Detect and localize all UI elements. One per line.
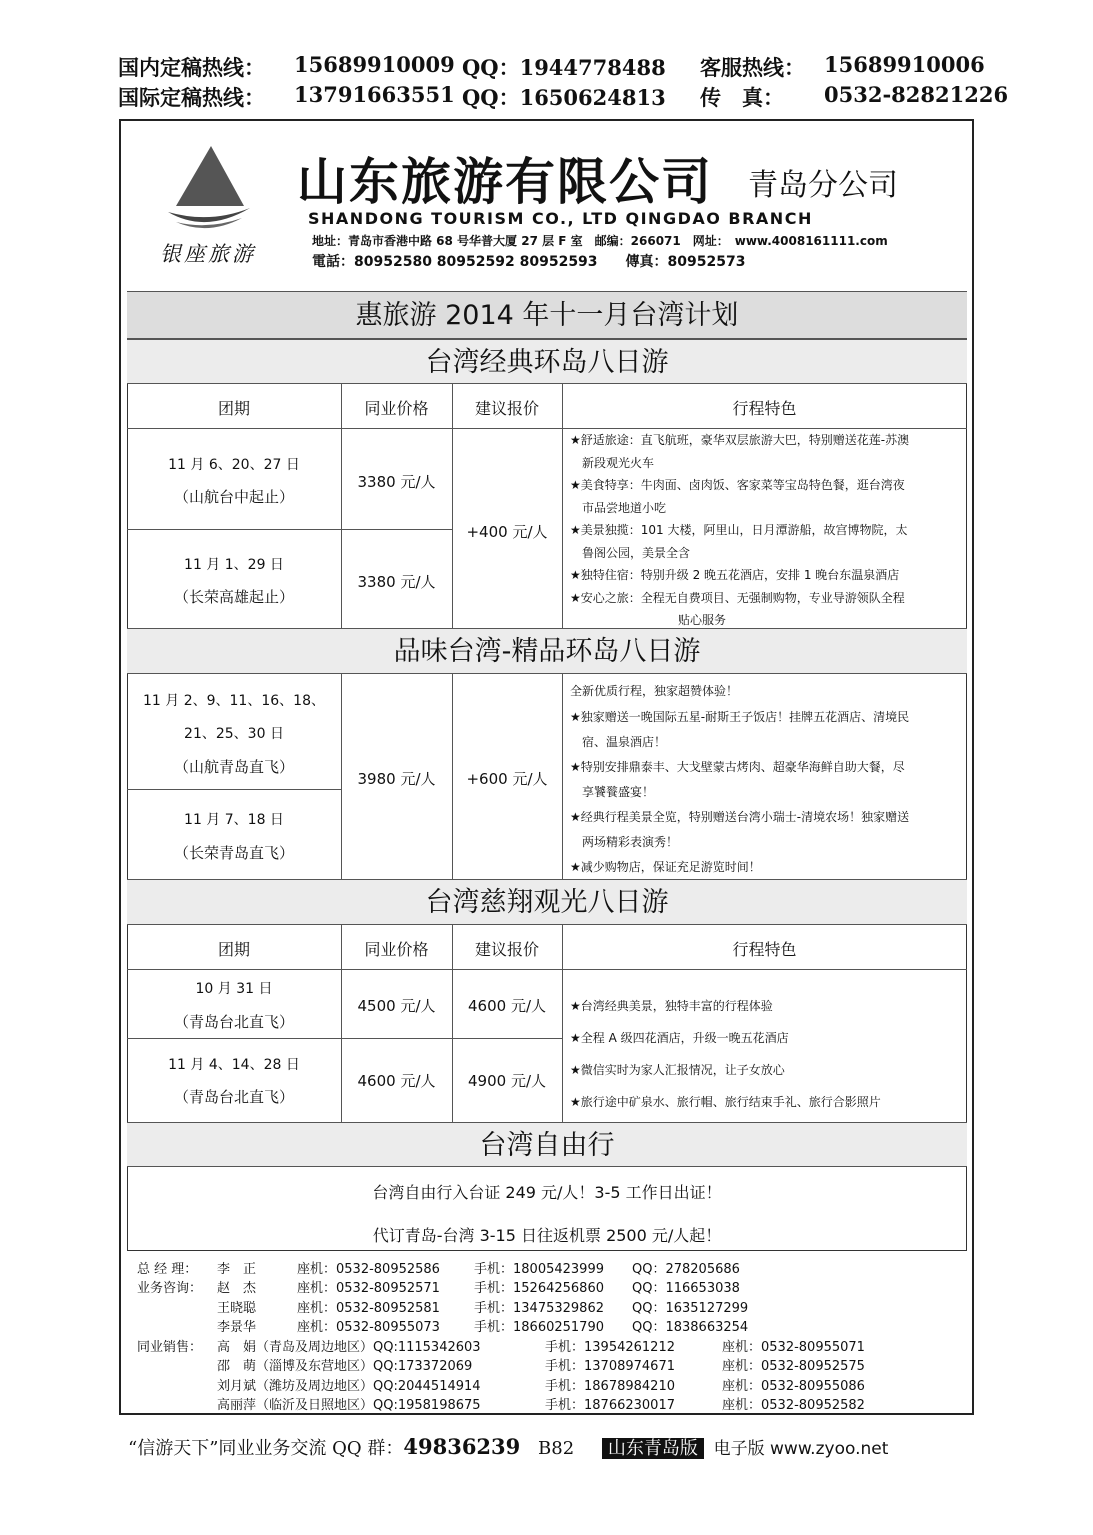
tour2-row1-note: （山航青岛直飞） <box>173 758 294 776</box>
tour1-features <box>570 429 962 632</box>
contact-mobile: 手机：18005423999 <box>474 1262 604 1277</box>
tour2-row2-note: （长荣青岛直飞） <box>173 844 294 862</box>
feature-line: ★减少购物店，保证充足游览时间！ <box>570 860 761 874</box>
feature-line: ★微信实时为家人汇报情况，让子女放心 <box>570 1063 785 1077</box>
sales-mobile: 手机：13954261212 <box>545 1340 675 1355</box>
tour2-title: 品味台湾-精品环岛八日游 <box>127 628 967 674</box>
header-date: 团期 <box>217 399 250 418</box>
tour1-retail: +400 元/人 <box>466 523 548 541</box>
feature-line: ★旅行途中矿泉水、旅行帽、旅行结束手礼、旅行合影照片 <box>570 1095 881 1109</box>
company-branch: 青岛分公司 <box>748 168 898 203</box>
tour2-row1-dates-b: 21、25、30 日 <box>184 726 284 742</box>
sales-mobile: 手机：13708974671 <box>545 1359 675 1374</box>
sales-name: 邵 萌（淄博及东营地区）QQ:173372069 <box>217 1359 473 1374</box>
sales-name: 高丽萍（临沂及日照地区）QQ:1958198675 <box>217 1398 481 1413</box>
footer-site: 电子版 www.zyoo.net <box>713 1439 889 1459</box>
sales-name: 刘月斌（潍坊及周边地区）QQ:2044514914 <box>217 1379 481 1394</box>
feature-line: 新段观光火车 <box>570 455 655 470</box>
tour3-row2-date: 11 月 4、14、28 日 <box>168 1057 300 1073</box>
tour3-row1-retail: 4600 元/人 <box>468 997 546 1015</box>
main-title: 惠旅游 2014 年十一月台湾计划 <box>127 291 967 339</box>
sales-tel: 座机：0532-80955086 <box>722 1379 865 1394</box>
intl-qq: QQ：1650624813 <box>462 85 666 110</box>
tour3-title: 台湾慈翔观光八日游 <box>127 879 967 925</box>
free-travel-title: 台湾自由行 <box>127 1122 967 1167</box>
footer-qq-group: 49836239 <box>403 1434 521 1459</box>
tour2-retail: +600 元/人 <box>466 770 548 788</box>
tour1-title: 台湾经典环岛八日游 <box>127 339 967 384</box>
contact-qq: QQ：278205686 <box>632 1262 740 1277</box>
feature-line: ★美食特享：牛肉面、卤肉饭、客家菜等宝岛特色餐，逛台湾夜 <box>570 478 905 492</box>
tour1-row2-price: 3380 元/人 <box>357 573 436 591</box>
sail-logo-icon <box>166 144 251 234</box>
header-date: 团期 <box>217 940 250 959</box>
feature-line: ★台湾经典美景，独特丰富的行程体验 <box>570 999 773 1013</box>
company-name-cn: 山东旅游有限公司 <box>297 152 713 211</box>
tour1-row2-note: （长荣高雄起止） <box>173 588 294 606</box>
company-name-en: SHANDONG TOURISM CO., LTD QINGDAO BRANCH <box>308 209 813 228</box>
tour3-features <box>570 990 962 1118</box>
contact-mobile: 手机：13475329862 <box>474 1301 604 1316</box>
sales-name: 高 娟（青岛及周边地区）QQ:1115342603 <box>217 1340 481 1355</box>
contact-tel: 座机：0532-80952586 <box>297 1262 440 1277</box>
feature-line: 全新优质行程，独家超赞体验！ <box>570 684 739 698</box>
company-address: 地址：青岛市香港中路 68 号华普大厦 27 层 F 室 邮编：266071 网址： www.4008161111.com <box>312 234 888 248</box>
tour2-price: 3980 元/人 <box>357 770 436 788</box>
sales-mobile: 手机：18766230017 <box>545 1398 675 1413</box>
tour3-row1-note: （青岛台北直飞） <box>173 1013 294 1031</box>
tour1-row1-note: （山航台中起止） <box>173 488 294 506</box>
sales-mobile: 手机：18678984210 <box>545 1379 675 1394</box>
tour3-row2-retail: 4900 元/人 <box>468 1072 546 1090</box>
contact-tel: 座机：0532-80955073 <box>297 1320 440 1335</box>
tour1-row1-price: 3380 元/人 <box>357 473 436 491</box>
tour3-row2-note: （青岛台北直飞） <box>173 1088 294 1106</box>
footer-slogan: “信游天下”同业业务交流 QQ 群： <box>128 1438 404 1459</box>
feature-line: 市品尝地道小吃 <box>570 500 667 515</box>
sales-role: 同业销售： <box>137 1340 203 1355</box>
tour2-features <box>570 679 962 880</box>
contact-name: 赵 杰 <box>217 1281 257 1296</box>
company-phone: 電話：80952580 80952592 80952593 傳真：80952573 <box>312 254 746 270</box>
free-travel-line-2: 代订青岛-台湾 3-15 日往返机票 2500 元/人起！ <box>372 1226 722 1245</box>
intl-hotline-phone: 13791663551 <box>294 82 455 107</box>
header-features: 行程特色 <box>732 940 797 959</box>
feature-line: ★独家赠送一晚国际五星-耐斯王子饭店！挂牌五花酒店、清境民 <box>570 710 910 724</box>
contact-qq: QQ：1635127299 <box>632 1301 749 1316</box>
feature-line: ★安心之旅：全程无自费项目、无强制购物，专业导游领队全程 <box>570 590 905 605</box>
tour2-row1-dates-a: 11 月 2、9、11、16、18、 <box>143 693 325 709</box>
feature-line: ★经典行程美景全览，特别赠送台湾小瑞士-清境农场！独家赠送 <box>570 810 910 824</box>
contact-mobile: 手机：15264256860 <box>474 1281 604 1296</box>
feature-line: ★舒适旅途：直飞航班，豪华双层旅游大巴，特别赠送花莲-苏澳 <box>570 433 910 447</box>
logo-text: 银座旅游 <box>160 242 256 266</box>
feature-line: 贴心服务 <box>570 613 727 627</box>
header-retail-price: 建议报价 <box>474 940 539 959</box>
contact-name: 王晓聪 <box>217 1301 257 1316</box>
footer <box>128 1434 888 1460</box>
sales-tel: 座机：0532-80952575 <box>722 1359 865 1374</box>
domestic-hotline-phone: 15689910009 <box>294 52 455 77</box>
contact-name: 李景华 <box>217 1320 257 1335</box>
footer-page: B82 <box>538 1438 575 1459</box>
domestic-qq: QQ：1944778488 <box>462 55 666 80</box>
feature-line: 宿、温泉酒店！ <box>570 735 667 749</box>
contact-tel: 座机：0532-80952581 <box>297 1301 440 1316</box>
feature-line: ★特别安排鼎泰丰、大戈壁蒙古烤肉、超豪华海鲜自助大餐，尽 <box>570 760 905 774</box>
contact-role: 业务咨询： <box>137 1281 203 1296</box>
header-trade-price: 同业价格 <box>364 940 429 959</box>
header-features: 行程特色 <box>732 399 797 418</box>
sales-tel: 座机：0532-80952582 <box>722 1398 865 1413</box>
feature-line: 鲁阁公园，美景全含 <box>570 545 691 560</box>
contact-mobile: 手机：18660251790 <box>474 1320 604 1335</box>
contact-tel: 座机：0532-80952571 <box>297 1281 440 1296</box>
tour2-row2-date: 11 月 7、18 日 <box>184 812 284 828</box>
contact-qq: QQ：1838663254 <box>632 1320 749 1335</box>
feature-line: ★全程 A 级四花酒店，升级一晚五花酒店 <box>570 1031 789 1045</box>
domestic-hotline-label: 国内定稿热线： <box>118 55 265 80</box>
service-hotline-label: 客服热线： <box>700 55 805 80</box>
feature-line: 两场精彩表演秀！ <box>570 835 679 849</box>
feature-line: 享饕餮盛宴！ <box>570 785 655 799</box>
free-travel-line-1: 台湾自由行入台证 249 元/人！3-5 工作日出证！ <box>372 1183 722 1202</box>
contact-qq: QQ：116653038 <box>632 1281 740 1296</box>
tour1-row1-date: 11 月 6、20、27 日 <box>168 457 300 473</box>
header-trade-price: 同业价格 <box>364 399 429 418</box>
tour3-row2-price: 4600 元/人 <box>357 1072 436 1090</box>
sales-tel: 座机：0532-80955071 <box>722 1340 865 1355</box>
header-retail-price: 建议报价 <box>474 399 539 418</box>
tour3-row1-date: 10 月 31 日 <box>195 981 273 997</box>
contact-role: 总 经 理： <box>137 1262 198 1277</box>
tour1-row2-date: 11 月 1、29 日 <box>184 557 284 573</box>
feature-line: ★独特住宿：特别升级 2 晚五花酒店，安排 1 晚台东温泉酒店 <box>570 568 900 582</box>
fax-label: 传 真： <box>700 85 784 110</box>
tour3-row1-price: 4500 元/人 <box>357 997 436 1015</box>
contact-name: 李 正 <box>217 1262 257 1277</box>
feature-line: ★美景独揽：101 大楼，阿里山，日月潭游船，故宫博物院，太 <box>570 523 908 537</box>
footer-edition: 山东青岛版 <box>602 1438 704 1459</box>
service-hotline-phone: 15689910006 <box>824 52 985 77</box>
intl-hotline-label: 国际定稿热线： <box>118 85 265 110</box>
fax-number: 0532-82821226 <box>824 82 1009 107</box>
